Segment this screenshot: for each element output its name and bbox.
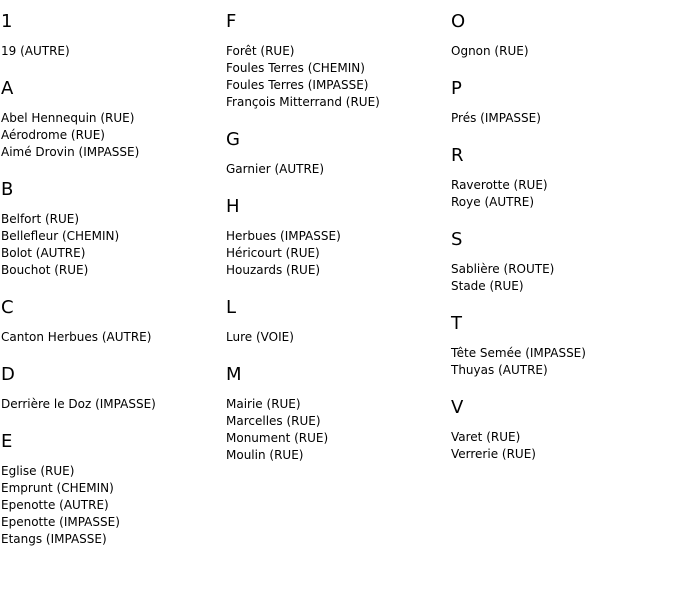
street-list xyxy=(451,110,671,127)
letter-heading: V xyxy=(451,397,464,418)
street-list xyxy=(451,345,671,379)
street-list xyxy=(226,228,446,279)
street-link-bolot-autre[interactable]: Bolot (AUTRE) xyxy=(1,246,86,260)
street-link-emprunt-chemin[interactable]: Emprunt (CHEMIN) xyxy=(1,481,114,495)
street-list-item xyxy=(1,497,221,514)
street-list-item xyxy=(226,430,446,447)
letter-heading: S xyxy=(451,229,463,250)
street-list-item xyxy=(226,43,446,60)
street-link-foules-terres-chemin[interactable]: Foules Terres (CHEMIN) xyxy=(226,61,365,75)
street-link-aerodrome-rue[interactable]: Aérodrome (RUE) xyxy=(1,128,105,142)
street-list-item xyxy=(1,514,221,531)
street-list xyxy=(226,396,446,464)
street-link-monument-rue[interactable]: Monument (RUE) xyxy=(226,431,329,445)
street-list-item xyxy=(1,110,221,127)
street-link-etangs-impasse[interactable]: Etangs (IMPASSE) xyxy=(1,532,107,546)
letter-heading: A xyxy=(1,78,14,99)
street-list-item xyxy=(226,262,446,279)
letter-heading: F xyxy=(226,11,237,32)
letter-heading: T xyxy=(451,313,462,334)
street-list xyxy=(451,261,671,295)
street-link-pres-impasse[interactable]: Prés (IMPASSE) xyxy=(451,111,541,125)
street-list-item xyxy=(1,329,221,346)
street-list-item xyxy=(451,194,671,211)
street-link-aime-drovin-impasse[interactable]: Aimé Drovin (IMPASSE) xyxy=(1,145,140,159)
street-list xyxy=(1,43,221,60)
letter-section-o xyxy=(451,11,671,60)
letter-heading: H xyxy=(226,196,240,217)
street-list-item xyxy=(451,110,671,127)
street-link-hericourt-rue[interactable]: Héricourt (RUE) xyxy=(226,246,320,260)
letter-section-a xyxy=(1,78,221,161)
street-link-roye-autre[interactable]: Roye (AUTRE) xyxy=(451,195,535,209)
street-list-item xyxy=(226,94,446,111)
street-list-item xyxy=(1,228,221,245)
letter-heading: D xyxy=(1,364,15,385)
street-list xyxy=(451,43,671,60)
letter-section-p xyxy=(451,78,671,127)
letter-section-m xyxy=(226,364,446,464)
street-link-garnier-autre[interactable]: Garnier (AUTRE) xyxy=(226,162,325,176)
street-list-item xyxy=(1,144,221,161)
street-list-item xyxy=(226,329,446,346)
street-list xyxy=(226,161,446,178)
street-list xyxy=(1,110,221,161)
street-list-item xyxy=(451,345,671,362)
street-list xyxy=(1,329,221,346)
street-link-epenotte-autre[interactable]: Epenotte (AUTRE) xyxy=(1,498,109,512)
street-link-stade-rue[interactable]: Stade (RUE) xyxy=(451,279,524,293)
letter-heading: 1 xyxy=(1,11,13,32)
letter-heading: M xyxy=(226,364,242,385)
street-link-moulin-rue[interactable]: Moulin (RUE) xyxy=(226,448,304,462)
letter-section-f xyxy=(226,11,446,111)
letter-heading: R xyxy=(451,145,464,166)
street-link-thuyas-autre[interactable]: Thuyas (AUTRE) xyxy=(451,363,548,377)
letter-heading: E xyxy=(1,431,13,452)
street-link-tete-semee-impasse[interactable]: Tête Semée (IMPASSE) xyxy=(451,346,586,360)
letter-section-v xyxy=(451,397,671,463)
street-list-item xyxy=(1,127,221,144)
street-link-bellefleur-chemin[interactable]: Bellefleur (CHEMIN) xyxy=(1,229,120,243)
street-list-item xyxy=(451,177,671,194)
street-link-belfort-rue[interactable]: Belfort (RUE) xyxy=(1,212,80,226)
street-list xyxy=(226,43,446,111)
street-link-marcelles-rue[interactable]: Marcelles (RUE) xyxy=(226,414,321,428)
street-link-abel-hennequin-rue[interactable]: Abel Hennequin (RUE) xyxy=(1,111,135,125)
street-list xyxy=(1,211,221,279)
street-link-lure-voie[interactable]: Lure (VOIE) xyxy=(226,330,294,344)
street-list-item xyxy=(1,396,221,413)
street-list-item xyxy=(226,228,446,245)
letter-section-s xyxy=(451,229,671,295)
letter-section-r xyxy=(451,145,671,211)
street-list-item xyxy=(1,463,221,480)
street-link-ognon-rue[interactable]: Ognon (RUE) xyxy=(451,44,529,58)
street-list-item xyxy=(1,480,221,497)
street-list-item xyxy=(226,77,446,94)
letter-heading: O xyxy=(451,11,466,32)
street-link-eglise-rue[interactable]: Eglise (RUE) xyxy=(1,464,75,478)
street-list-item xyxy=(1,43,221,60)
street-link-19-autre[interactable]: 19 (AUTRE) xyxy=(1,44,70,58)
street-link-canton-herbues-autre[interactable]: Canton Herbues (AUTRE) xyxy=(1,330,152,344)
street-list-item xyxy=(451,446,671,463)
letter-section-d xyxy=(1,364,221,413)
letter-section-g xyxy=(226,129,446,178)
street-link-herbues-impasse[interactable]: Herbues (IMPASSE) xyxy=(226,229,341,243)
street-link-sabliere-route[interactable]: Sablière (ROUTE) xyxy=(451,262,555,276)
letter-section-h xyxy=(226,196,446,279)
street-link-mairie-rue[interactable]: Mairie (RUE) xyxy=(226,397,301,411)
street-list-item xyxy=(1,211,221,228)
street-list xyxy=(1,396,221,413)
street-link-francois-mitterrand-rue[interactable]: François Mitterrand (RUE) xyxy=(226,95,380,109)
street-list-item xyxy=(1,531,221,548)
street-link-epenotte-impasse[interactable]: Epenotte (IMPASSE) xyxy=(1,515,120,529)
street-list-item xyxy=(226,413,446,430)
street-list-item xyxy=(451,429,671,446)
index-column xyxy=(451,0,671,481)
letter-section-t xyxy=(451,313,671,379)
letter-section-e xyxy=(1,431,221,548)
letter-section-c xyxy=(1,297,221,346)
street-link-raverotte-rue[interactable]: Raverotte (RUE) xyxy=(451,178,548,192)
letter-section-b xyxy=(1,179,221,279)
index-column xyxy=(1,0,221,566)
street-list-item xyxy=(451,278,671,295)
letter-heading: B xyxy=(1,179,14,200)
street-list-item xyxy=(451,362,671,379)
street-link-verrerie-rue[interactable]: Verrerie (RUE) xyxy=(451,447,536,461)
street-list-item xyxy=(451,261,671,278)
letter-section-l xyxy=(226,297,446,346)
letter-section-1 xyxy=(1,11,221,60)
street-link-foret-rue[interactable]: Forêt (RUE) xyxy=(226,44,295,58)
street-link-derriere-le-doz-impasse[interactable]: Derrière le Doz (IMPASSE) xyxy=(1,397,156,411)
street-list xyxy=(226,329,446,346)
letter-heading: C xyxy=(1,297,14,318)
street-link-houzards-rue[interactable]: Houzards (RUE) xyxy=(226,263,321,277)
street-list-item xyxy=(226,161,446,178)
street-list-item xyxy=(451,43,671,60)
street-list-item xyxy=(226,396,446,413)
street-list-item xyxy=(226,447,446,464)
letter-heading: L xyxy=(226,297,237,318)
letter-heading: G xyxy=(226,129,240,150)
street-list-item xyxy=(1,262,221,279)
street-list xyxy=(451,429,671,463)
street-list-item xyxy=(226,245,446,262)
street-link-foules-terres-impasse[interactable]: Foules Terres (IMPASSE) xyxy=(226,78,369,92)
street-list xyxy=(1,463,221,548)
street-list-item xyxy=(226,60,446,77)
street-link-varet-rue[interactable]: Varet (RUE) xyxy=(451,430,521,444)
index-column xyxy=(226,0,446,482)
street-list-item xyxy=(1,245,221,262)
street-link-bouchot-rue[interactable]: Bouchot (RUE) xyxy=(1,263,89,277)
letter-heading: P xyxy=(451,78,462,99)
street-list xyxy=(451,177,671,211)
